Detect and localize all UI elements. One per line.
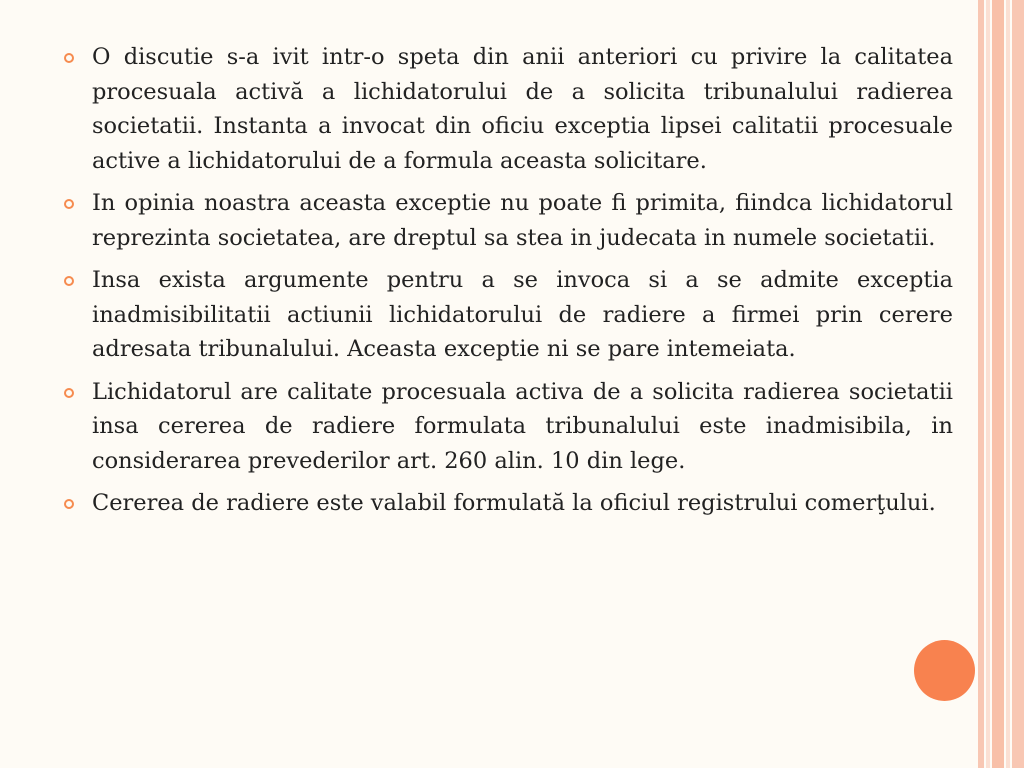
bullet-item [60,375,953,479]
stripe [986,0,990,768]
stripe [978,0,984,768]
bullet-item [60,486,953,521]
bullet-circle-icon [64,388,74,398]
bullet-item [60,263,953,367]
bullet-text: Insa exista argumente pentru a se invoca si a se admite exceptia inadmisibilitatii actiunii lichidatorului de radiere a firmei prin cerere adresata tribunalului. Aceasta exceptie ni se pare intemeiata. [92,267,953,362]
bullet-text: Cererea de radiere este valabil formulată la oficiul registrului comerţului. [92,490,936,516]
bullet-circle-icon [64,199,74,209]
decorative-circle [914,640,975,701]
stripe [992,0,1004,768]
bullet-text: O discutie s-a ivit intr-o speta din anii anteriori cu privire la calitatea procesuala activă a lichidatorului de a solicita tribunalului radierea societatii. Instanta a invocat din oficiu exceptia lipsei calitatii procesuale active a lichidatorului de a formula aceasta solicitare. [92,44,953,174]
stripe [1012,0,1024,768]
bullet-text: Lichidatorul are calitate procesuala activa de a solicita radierea societatii insa cererea de radiere formulata tribunalului este inadmisibila, in considerarea prevederilor art. 260 alin. 10 din lege. [92,378,953,474]
bullet-circle-icon [64,499,74,509]
bullet-item [60,40,953,178]
stripe [1006,0,1010,768]
decorative-stripes [978,0,1024,768]
bullet-list [60,40,953,529]
bullet-item [60,186,953,255]
bullet-circle-icon [64,276,74,286]
bullet-circle-icon [64,53,74,63]
bullet-text: In opinia noastra aceasta exceptie nu poate fi primita, fiindca lichidatorul reprezinta societatea, are dreptul sa stea in judecata in numele societatii. [92,190,953,251]
